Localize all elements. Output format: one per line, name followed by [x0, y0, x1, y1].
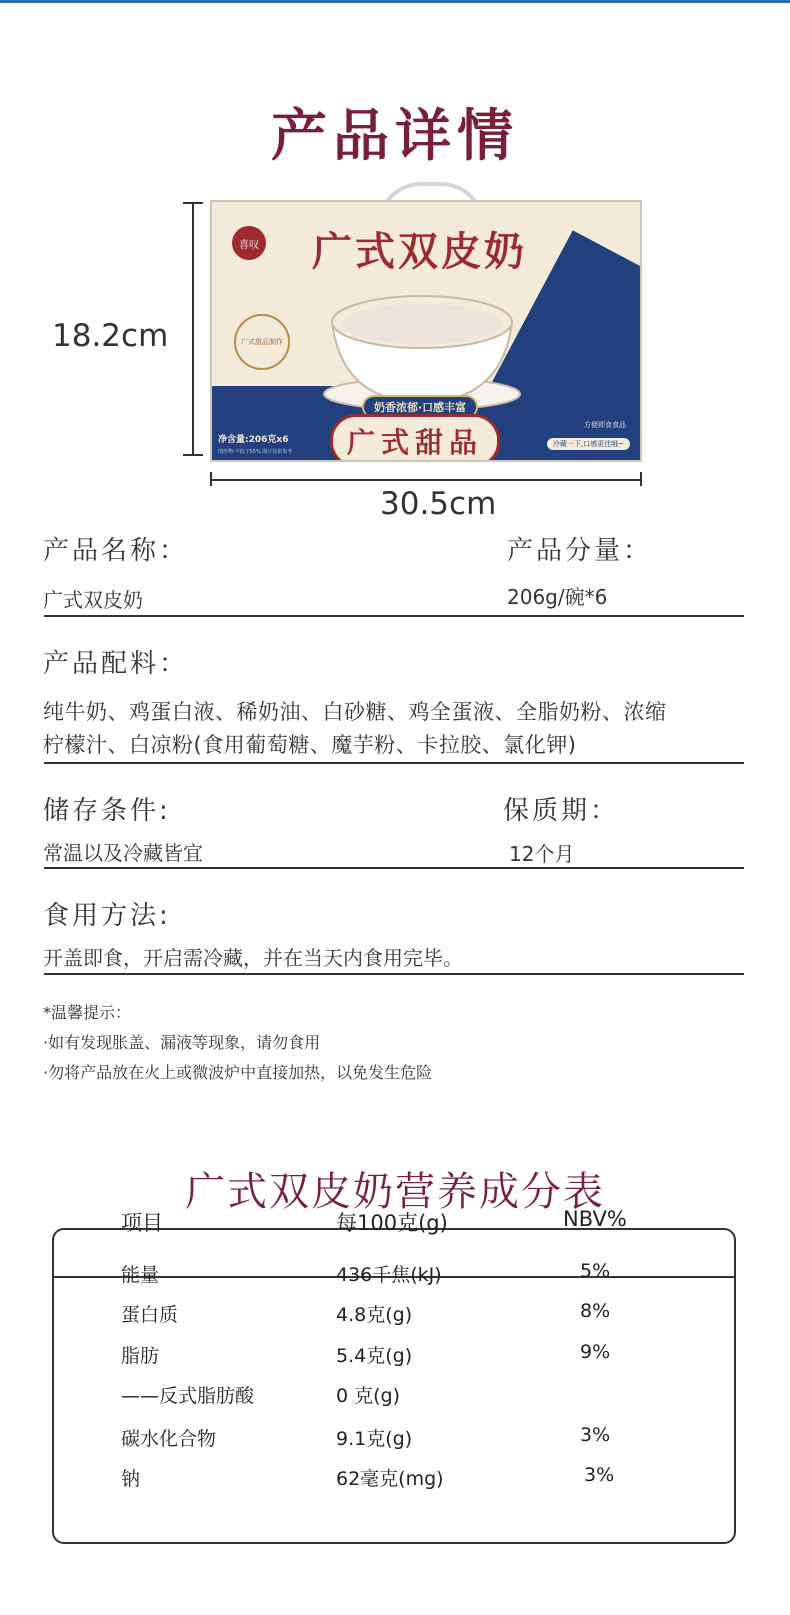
box-slogan: 奶香浓郁·口感丰富 — [362, 395, 478, 419]
ingredients-line-1: 纯牛奶、鸡蛋白液、稀奶油、白砂糖、鸡全蛋液、全脂奶粉、浓缩 — [43, 700, 667, 724]
nutrition-row-nbv: 9% — [580, 1341, 611, 1363]
usage-label: 食用方法: — [43, 901, 171, 931]
box-dessert-label: 广式甜品 — [330, 414, 500, 462]
nutrition-row-amount: 9.1克(g) — [336, 1428, 413, 1450]
nutrition-row-amount: 4.8克(g) — [336, 1304, 413, 1326]
nutrition-row-name: 蛋白质 — [121, 1304, 179, 1326]
nutrition-row-name: ——反式脂肪酸 — [121, 1385, 255, 1407]
nutrition-row-nbv: 8% — [580, 1300, 611, 1322]
height-dimension-cap-bottom — [183, 454, 203, 456]
nutrition-title: 广式双皮奶营养成分表 — [185, 1169, 605, 1215]
shelf-life-label: 保质期： — [503, 796, 620, 826]
nutrition-row-name: 能量 — [121, 1264, 160, 1286]
nutrition-header-nbv: NBV% — [563, 1207, 627, 1231]
width-dimension-line — [210, 479, 642, 481]
box-convenience-text: 方便即食食品 — [584, 421, 626, 429]
box-small-note: 图形物·不低于55% 图片仅供参考 — [218, 449, 293, 455]
product-box-image — [210, 200, 642, 462]
storage-label: 储存条件: — [43, 796, 171, 826]
height-dimension-cap-top — [183, 202, 203, 204]
nutrition-row-amount: 62毫克(mg) — [336, 1468, 444, 1490]
bowl-illustration — [322, 282, 522, 412]
brand-logo: 喜叹 — [232, 226, 266, 260]
divider-1 — [44, 615, 744, 617]
page-title: 产品详情 — [271, 104, 519, 169]
nutrition-row-name: 碳水化合物 — [121, 1428, 217, 1450]
divider-2 — [44, 762, 744, 764]
box-product-name: 广式双皮奶 — [312, 228, 527, 275]
nutrition-row-nbv: 3% — [580, 1424, 611, 1446]
nutrition-row-nbv: 3% — [584, 1464, 615, 1486]
width-dimension-cap-right — [640, 472, 642, 486]
product-name-value: 广式双皮奶 — [43, 588, 143, 612]
height-dimension-line — [192, 203, 194, 455]
nutrition-header-per100g: 每100克(g) — [336, 1211, 448, 1235]
tip-item-2: ·勿将产品放在火上或微波炉中直接加热，以免发生危险 — [43, 1063, 433, 1082]
storage-value: 常温以及冷藏皆宜 — [43, 841, 203, 865]
nutrition-row-name: 钠 — [121, 1468, 141, 1490]
width-dimension-cap-left — [210, 472, 212, 486]
ingredients-line-2: 柠檬汁、白凉粉(食用葡萄糖、魔芋粉、卡拉胶、氯化钾) — [43, 733, 577, 757]
divider-4 — [44, 973, 744, 975]
nutrition-row-amount: 5.4克(g) — [336, 1345, 413, 1367]
nutrition-row-amount: 436千焦(kJ) — [336, 1264, 442, 1286]
nutrition-header-item: 项目 — [121, 1211, 163, 1235]
tip-item-1: ·如有发现胀盖、漏液等现象，请勿食用 — [43, 1033, 321, 1052]
box-net-content: 净含量:206克x6 — [218, 435, 289, 445]
top-accent-line — [0, 0, 790, 3]
width-dimension-label: 30.5cm — [380, 486, 497, 522]
nutrition-row-nbv: 5% — [580, 1260, 611, 1282]
usage-value: 开盖即食，开启需冷藏，并在当天内食用完毕。 — [43, 946, 463, 970]
product-name-label: 产品名称： — [43, 536, 189, 566]
box-cold-tip: 冷藏一下,口感更佳哦~ — [547, 438, 630, 450]
ingredients-label: 产品配料： — [43, 649, 189, 679]
nutrition-row-name: 脂肪 — [121, 1345, 160, 1367]
divider-3 — [44, 867, 744, 869]
product-portion-label: 产品分量： — [507, 536, 653, 566]
tip-title: *温馨提示： — [43, 1003, 132, 1022]
nutrition-row-amount: 0 克(g) — [336, 1385, 401, 1407]
shelf-life-value: 12个月 — [509, 842, 575, 866]
box-badge: 广式甜品制作 — [234, 314, 290, 370]
product-portion-value: 206g/碗*6 — [507, 585, 608, 609]
height-dimension-label: 18.2cm — [52, 318, 169, 354]
